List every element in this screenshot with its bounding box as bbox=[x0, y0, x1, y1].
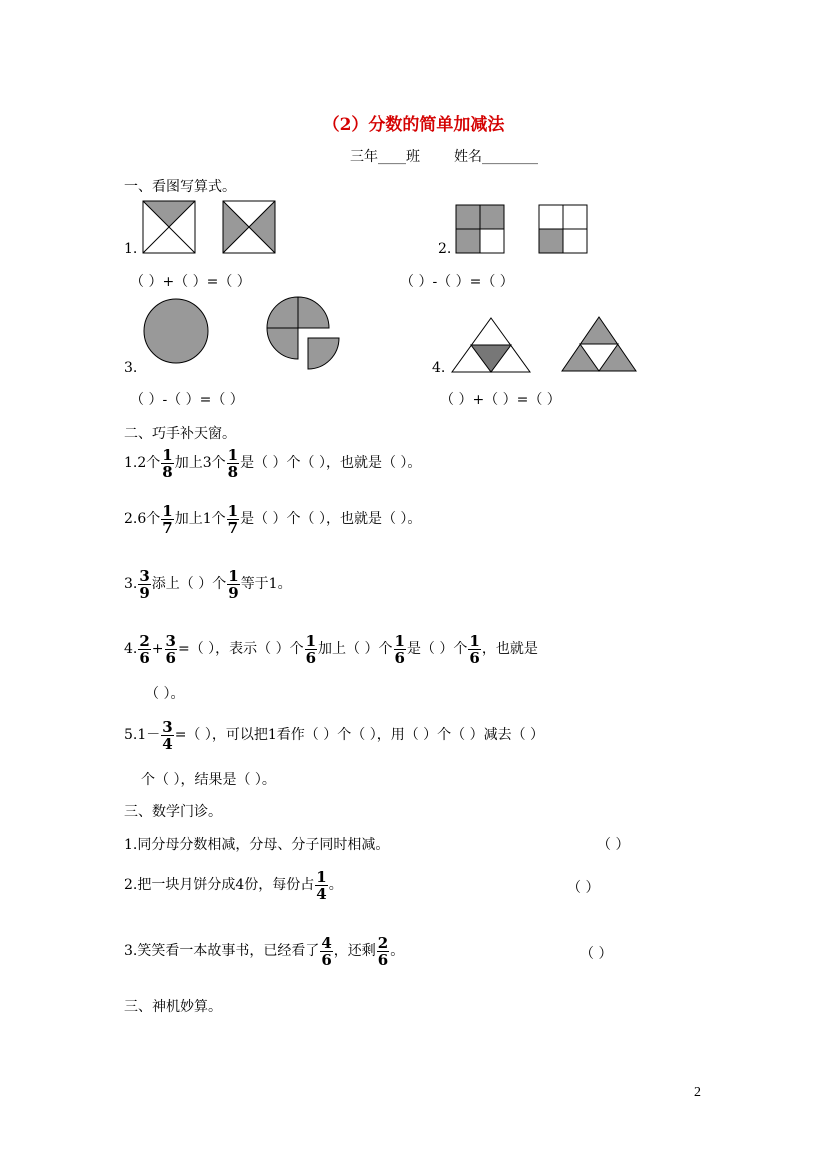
text: 加上3个 bbox=[174, 455, 226, 471]
plus-sign: + bbox=[151, 641, 164, 657]
fraction: $\frac{1}{6}$ bbox=[394, 631, 405, 667]
section4-heading: 三、神机妙算。 bbox=[124, 999, 222, 1015]
text: 加上（ ）个 bbox=[318, 641, 393, 657]
answer-blank-4: （ ）+（ ）=（ ） bbox=[440, 392, 561, 408]
text: =（ ），可以把1看作（ ）个（ ），用（ ）个（ ）减去（ ） bbox=[174, 727, 545, 743]
fraction: $\frac{1}{7}$ bbox=[162, 501, 173, 537]
text: 。 bbox=[390, 943, 405, 959]
fraction: $\frac{1}{4}$ bbox=[316, 867, 327, 903]
text: 3.笑笑看一本故事书，已经看了 bbox=[124, 943, 320, 959]
answer-blank-3: （ ）-（ ）=（ ） bbox=[130, 392, 244, 408]
figure-square-half bbox=[222, 200, 276, 254]
text: ，也就是 bbox=[481, 641, 538, 657]
figure-circle-quarters bbox=[264, 294, 346, 376]
text: 是（ ）个（ ），也就是（ ）。 bbox=[240, 511, 422, 527]
name-field: 姓名________ bbox=[454, 149, 538, 165]
text: 4. bbox=[124, 641, 138, 657]
text: 3. bbox=[124, 576, 138, 592]
fill-question-4 bbox=[124, 631, 538, 667]
text: =（ ），表示（ ）个 bbox=[177, 641, 304, 657]
text: 等于1。 bbox=[240, 576, 292, 592]
fraction: $\frac{3}{6}$ bbox=[165, 631, 176, 667]
figure-square-quarter bbox=[142, 200, 196, 254]
fill-question-4-cont: （ ）。 bbox=[145, 686, 185, 702]
fraction: $\frac{3}{9}$ bbox=[139, 566, 150, 602]
answer-blank-2: （ ）-（ ）=（ ） bbox=[400, 274, 514, 290]
fraction: $\frac{4}{6}$ bbox=[321, 933, 332, 969]
fraction: $\frac{1}{6}$ bbox=[305, 631, 317, 667]
fraction: $\frac{1}{8}$ bbox=[162, 445, 173, 481]
fraction: $\frac{1}{7}$ bbox=[227, 501, 239, 537]
judge-question-3 bbox=[124, 933, 405, 969]
fill-question-2 bbox=[124, 501, 422, 537]
figure-triangle-three-quarters bbox=[560, 315, 638, 373]
fraction: $\frac{2}{6}$ bbox=[139, 631, 150, 667]
text: 是（ ）个（ ），也就是（ ）。 bbox=[240, 455, 422, 471]
text: 添上（ ）个 bbox=[151, 576, 227, 592]
fraction: $\frac{1}{6}$ bbox=[469, 631, 480, 667]
judge-question-1: 1.同分母分数相减，分母、分子同时相减。 bbox=[124, 837, 390, 853]
text: 2.把一块月饼分成4份，每份占 bbox=[124, 877, 315, 893]
text: 加上1个 bbox=[174, 511, 226, 527]
fraction: $\frac{1}{9}$ bbox=[228, 566, 239, 602]
answer-blank-1: （ ）+（ ）=（ ） bbox=[130, 274, 251, 290]
judge-question-2 bbox=[124, 867, 343, 903]
judge-blank-1: （ ） bbox=[597, 837, 630, 853]
question-label: 4. bbox=[432, 360, 446, 376]
question-label: 2. bbox=[438, 241, 452, 257]
fill-question-5-cont: 个（ ），结果是（ ）。 bbox=[141, 772, 276, 788]
figure-full-circle bbox=[141, 298, 211, 368]
judge-blank-2: （ ） bbox=[567, 880, 600, 896]
question-label: 3. bbox=[124, 360, 138, 376]
fill-question-1 bbox=[124, 445, 422, 481]
question-label: 1. bbox=[124, 241, 138, 257]
class-field: 三年____班 bbox=[350, 149, 420, 165]
fraction: $\frac{1}{8}$ bbox=[227, 445, 239, 481]
page-number: 2 bbox=[694, 1085, 701, 1100]
text: 5.1－ bbox=[124, 727, 161, 743]
section2-heading: 二、巧手补天窗。 bbox=[124, 426, 236, 442]
text: 2.6个 bbox=[124, 511, 161, 527]
section3-heading: 三、数学门诊。 bbox=[124, 804, 222, 820]
fill-question-5 bbox=[124, 717, 545, 753]
text: 1.2个 bbox=[124, 455, 161, 471]
text: 是（ ）个 bbox=[406, 641, 468, 657]
fill-question-3 bbox=[124, 566, 292, 602]
text: ，还剩 bbox=[333, 943, 376, 959]
figure-grid-three-quarters bbox=[455, 204, 505, 254]
section1-heading: 一、看图写算式。 bbox=[124, 179, 236, 195]
figure-grid-one-quarter bbox=[538, 204, 588, 254]
figure-triangle-one-quarter bbox=[450, 316, 532, 374]
page-title: （2）分数的简单加减法 bbox=[322, 115, 505, 135]
fraction: $\frac{3}{4}$ bbox=[162, 717, 173, 753]
fraction: $\frac{2}{6}$ bbox=[377, 933, 389, 969]
judge-blank-3: （ ） bbox=[580, 946, 613, 962]
text: 。 bbox=[328, 877, 343, 893]
